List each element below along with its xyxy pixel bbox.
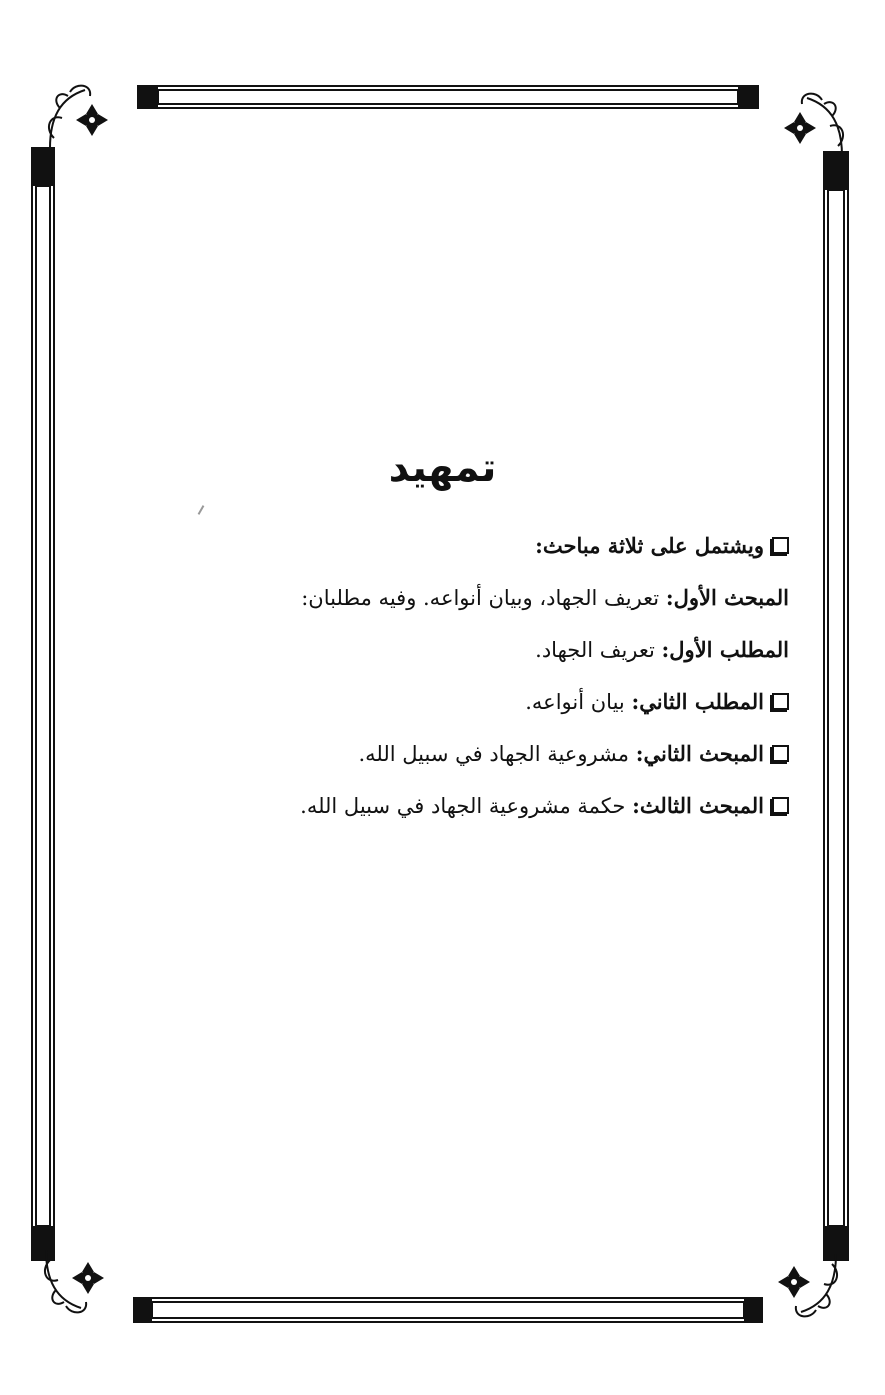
- item-bold-label: ويشتمل على ثلاثة مباحث:: [535, 533, 764, 558]
- item-bold-label: المبحث الأول:: [665, 585, 789, 610]
- list-item: [169, 686, 789, 738]
- item-text: تعريف الجهاد، وبيان أنواعه. وفيه مطلبان:: [301, 586, 666, 610]
- list-item: [169, 738, 789, 790]
- item-bold-label: المبحث الثاني:: [635, 741, 764, 766]
- item-bold-label: المبحث الثالث:: [632, 793, 764, 818]
- floral-corner-icon: [772, 86, 852, 166]
- page-title: تمهيد: [388, 445, 497, 491]
- item-text: حكمة مشروعية الجهاد في سبيل الله.: [300, 794, 633, 818]
- checkbox-square-icon: [772, 797, 789, 814]
- list-item: [169, 530, 789, 582]
- checkbox-square-icon: [772, 537, 789, 554]
- item-bold-label: المطلب الثاني:: [631, 689, 764, 714]
- floral-corner-icon: [36, 1240, 116, 1320]
- checkbox-square-icon: [772, 693, 789, 710]
- contents-list: [169, 530, 789, 842]
- item-text: مشروعية الجهاد في سبيل الله.: [358, 742, 636, 766]
- floral-corner-icon: [40, 78, 120, 158]
- floral-corner-icon: [766, 1244, 846, 1324]
- item-text: تعريف الجهاد.: [535, 638, 662, 662]
- checkbox-square-icon: [772, 745, 789, 762]
- item-text: بيان أنواعه.: [525, 690, 632, 714]
- list-item: [169, 634, 789, 686]
- list-item: [169, 790, 789, 842]
- list-item: [169, 582, 789, 634]
- item-bold-label: المطلب الأول:: [661, 637, 789, 662]
